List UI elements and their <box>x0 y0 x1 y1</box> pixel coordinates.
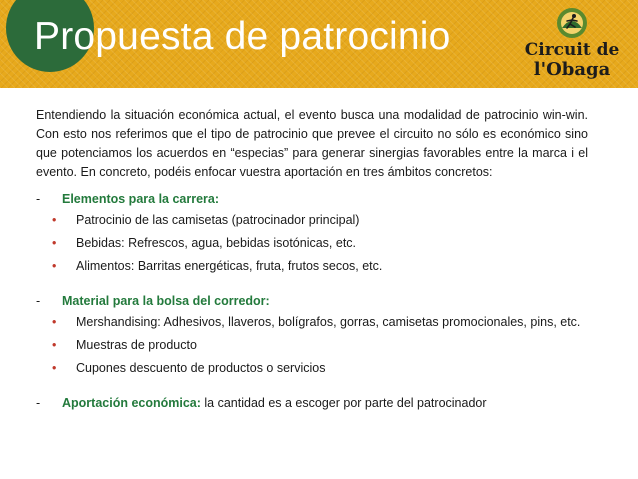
dash-marker: - <box>36 192 41 206</box>
bullet-icon: • <box>52 259 57 273</box>
list-item-text: Cupones descuento de productos o servicios <box>76 361 326 375</box>
section-heading-line <box>36 190 588 209</box>
section-economic-contribution <box>36 394 588 413</box>
list-item <box>36 336 588 355</box>
dash-marker: - <box>36 396 41 410</box>
bullet-icon: • <box>52 361 57 375</box>
bullet-list <box>36 313 588 378</box>
list-item <box>36 211 588 230</box>
section-runner-bag <box>36 292 588 378</box>
section-text: la cantidad es a escoger por parte del patrocinador <box>200 396 487 410</box>
logo-text-line2: l'Obaga <box>533 59 611 80</box>
section-spacer <box>36 382 588 394</box>
list-item-text: Bebidas: Refrescos, agua, bebidas isotónicas, etc. <box>76 236 357 250</box>
bullet-icon: • <box>52 315 57 329</box>
intro-paragraph: Entendiendo la situación económica actual, el evento busca una modalidad de patrocinio win-win. Con esto nos referimos que el tipo de patrocinio que prevee el circuito no sólo es económico sino que potenciamos los acuerdos en “especias” para generar sinergias favorables entre la marca i el evento. En concreto, podéis enfocar vuestra aportación en tres ámbitos concretos: <box>36 108 588 179</box>
section-heading: Aportación económica: <box>62 396 201 410</box>
list-item-text: Alimentos: Barritas energéticas, fruta, frutos secos, etc. <box>76 259 383 273</box>
bullet-icon: • <box>52 213 57 227</box>
list-item <box>36 234 588 253</box>
section-heading-line <box>36 394 588 413</box>
section-heading-line <box>36 292 588 311</box>
page-title: Propuesta de patrocinio <box>34 15 451 58</box>
list-item-text: Mershandising: Adhesivos, llaveros, bolígrafos, gorras, camisetas promocionales, pins, etc. <box>76 315 581 329</box>
list-item <box>36 313 588 332</box>
dash-marker: - <box>36 294 41 308</box>
list-item <box>36 359 588 378</box>
bullet-icon: • <box>52 338 57 352</box>
bullet-list <box>36 211 588 276</box>
section-heading: Elementos para la carrera: <box>62 192 220 206</box>
list-item-text: Patrocinio de las camisetas (patrocinador principal) <box>76 213 360 227</box>
section-spacer <box>36 280 588 292</box>
list-item-text: Muestras de producto <box>76 338 197 352</box>
logo-text-line1: Circuit de <box>524 40 620 60</box>
list-item <box>36 257 588 276</box>
section-heading-line-text <box>62 394 487 413</box>
slide-content <box>36 106 588 413</box>
section-heading: Material para la bolsa del corredor: <box>62 294 270 308</box>
header-banner <box>0 0 638 88</box>
circuit-logo <box>518 6 626 84</box>
section-race-elements <box>36 190 588 276</box>
bullet-icon: • <box>52 236 57 250</box>
